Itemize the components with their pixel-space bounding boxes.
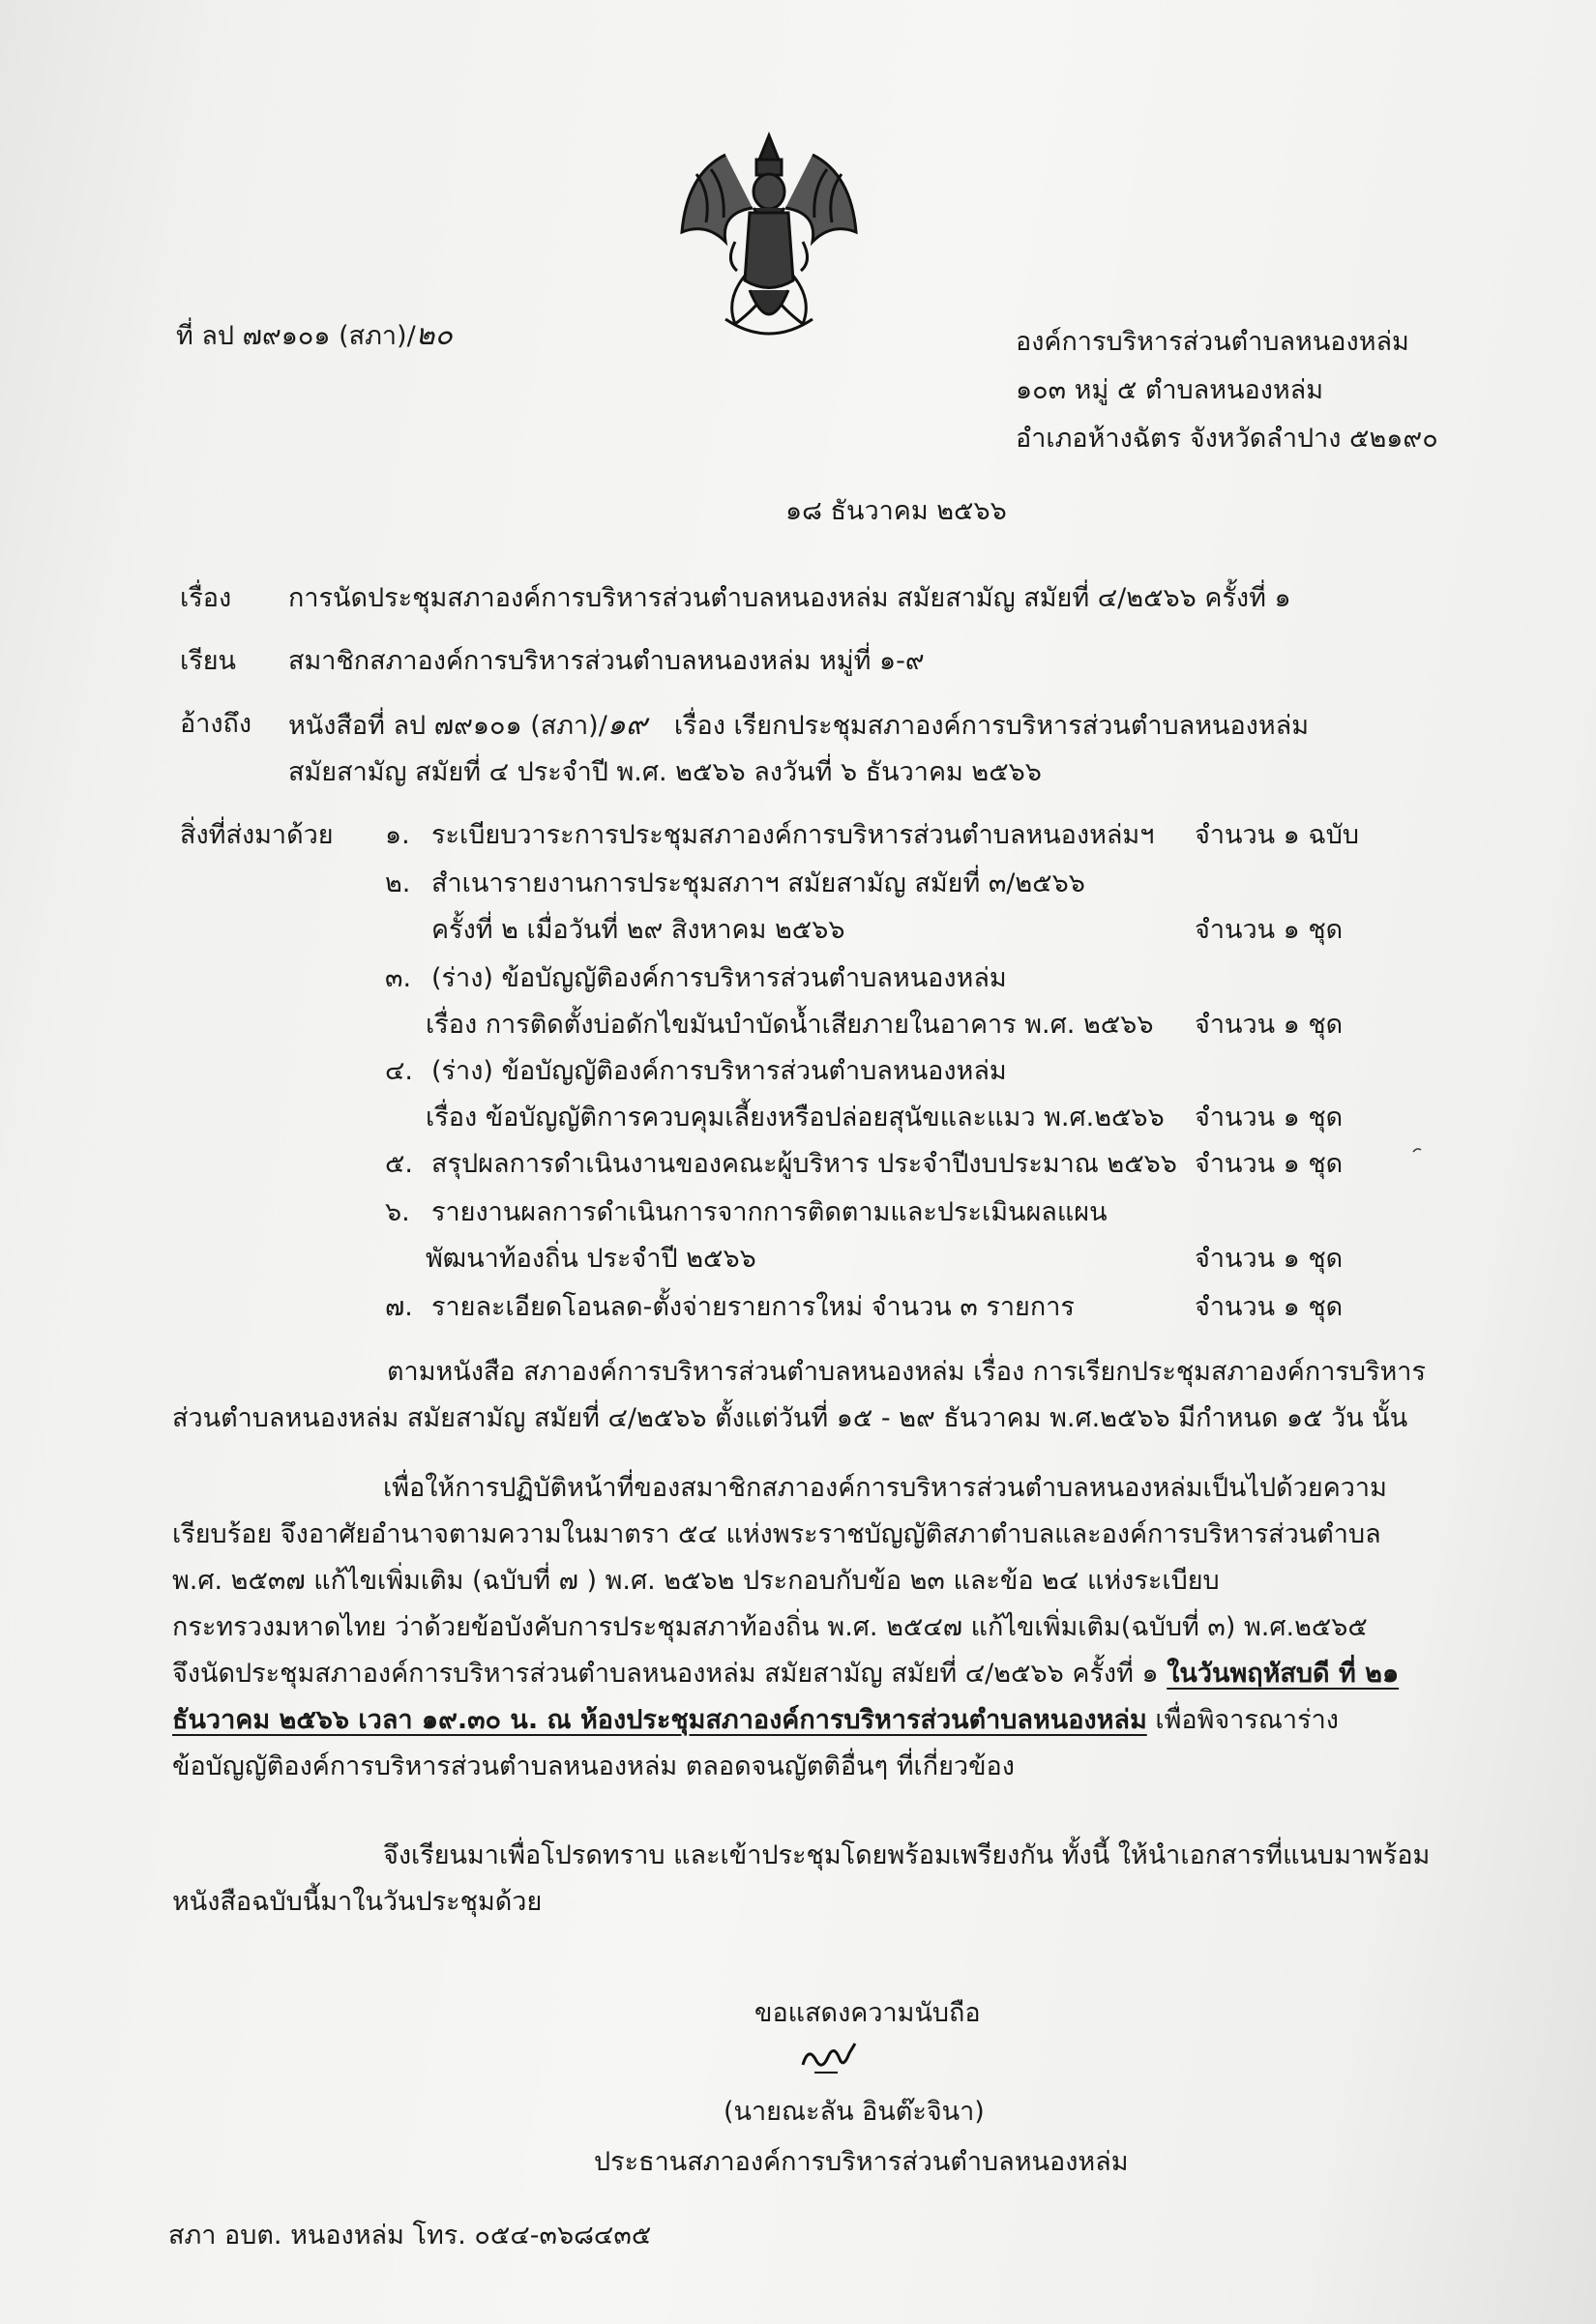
enclosure-quantity: จำนวน ๑ ชุด [1195,1103,1344,1133]
paragraph-line: จึงเรียนมาเพื่อโปรดทราบ และเข้าประชุมโดยพร้อมเพรียงกัน ทั้งนี้ ให้นำเอกสารที่แนบมาพร้อม [383,1840,1431,1870]
enclosure-quantity: จำนวน ๑ ฉบับ [1195,820,1360,850]
garuda-emblem-icon [667,116,871,348]
org-address-line: ๑๐๓ หมู่ ๕ ตำบลหนองหล่ม [1016,375,1324,405]
enclosure-quantity: จำนวน ๑ ชุด [1195,1244,1344,1274]
footer-contact: สภา อบต. หนองหล่ม โทร. ๐๕๔-๓๖๘๔๓๕ [168,2221,652,2250]
letter-date: ๑๘ ธันวาคม ๒๕๖๖ [785,496,1007,526]
enclosure-text: พัฒนาท้องถิ่น ประจำปี ๒๕๖๖ [426,1244,756,1274]
enclosure-text: ครั้งที่ ๒ เมื่อวันที่ ๒๙ สิงหาคม ๒๕๖๖ [431,915,845,945]
meeting-notice-text: จึงนัดประชุมสภาองค์การบริหารส่วนตำบลหนองหล่ม สมัยสามัญ สมัยที่ ๔/๒๕๖๖ ครั้งที่ ๑ [172,1659,1159,1689]
paragraph-line [172,1697,1468,1744]
paragraph-line: หนังสือฉบับนี้มาในวันประชุมด้วย [172,1887,543,1917]
stray-mark [1412,1147,1422,1153]
enclosure-text: เรื่อง ข้อบัญญัติการควบคุมเลี้ยงหรือปล่อยสุนัขและแมว พ.ศ.๒๕๖๖ [426,1103,1165,1133]
paragraph-3 [172,1833,1468,1926]
enclosure-text: รายงานผลการดำเนินการจากการติดตามและประเมินผลแผน [431,1197,1108,1227]
paragraph-line: ตามหนังสือ สภาองค์การบริหารส่วนตำบลหนองหล่ม เรื่อง การเรียกประชุมสภาองค์การบริหาร [387,1357,1426,1387]
meeting-date-emphasis: ในวันพฤหัสบดี ที่ ๒๑ [1167,1659,1400,1689]
enclosure-text: เรื่อง การติดตั้งบ่อดักไขมันบำบัดน้ำเสียภายในอาคาร พ.ศ. ๒๕๖๖ [426,1010,1154,1040]
enclosure-number: ๗. [385,1292,413,1322]
paragraph-line [172,1651,1468,1697]
enclosure-number: ๕. [385,1149,414,1179]
signer-name: (นายณะลัน อินต๊ะจินา) [724,2097,985,2127]
reference-line-2: สมัยสามัญ สมัยที่ ๔ ประจำปี พ.ศ. ๒๕๖๖ ลงวันที่ ๖ ธันวาคม ๒๕๖๖ [288,757,1042,787]
to-label: เรียน [180,646,237,676]
paragraph-line: กระทรวงมหาดไทย ว่าด้วยข้อบังคับการประชุมสภาท้องถิ่น พ.ศ. ๒๕๔๗ แก้ไขเพิ่มเติม(ฉบับที่ ๓) พ.ศ.๒๕๖๕ [172,1612,1368,1642]
reference-number-handwritten: ๒๐ [415,318,453,352]
paragraph-2 [172,1465,1468,1790]
reference-number-text: ที่ ลป ๗๙๑๐๑ (สภา)/ [176,321,416,351]
reference-line-1 [288,708,1309,742]
enclosure-quantity: จำนวน ๑ ชุด [1195,1010,1344,1040]
enclosure-quantity: จำนวน ๑ ชุด [1195,915,1344,945]
subject-text: การนัดประชุมสภาองค์การบริหารส่วนตำบลหนองหล่ม สมัยสามัญ สมัยที่ ๔/๒๕๖๖ ครั้งที่ ๑ [288,583,1291,613]
signature-mark [795,2036,865,2078]
enclosure-number: ๔. [385,1056,414,1086]
reference-label: อ้างถึง [180,709,252,739]
enclosure-quantity: จำนวน ๑ ชุด [1195,1292,1344,1322]
enclosure-number: ๖. [385,1197,410,1227]
reference-doc-number: หนังสือที่ ลป ๗๙๑๐๑ (สภา)/ [288,711,607,741]
paragraph-line: เรียบร้อย จึงอาศัยอำนาจตามความในมาตรา ๕๔ แห่งพระราชบัญญัติสภาตำบลและองค์การบริหารส่วนตำบล [172,1519,1381,1549]
enclosure-quantity: จำนวน ๑ ชุด [1195,1149,1344,1179]
signer-title: ประธานสภาองค์การบริหารส่วนตำบลหนองหล่ม [594,2147,1129,2177]
subject-label: เรื่อง [180,583,232,613]
enclosure-number: ๒. [385,868,411,898]
enclosure-text: (ร่าง) ข้อบัญญัติองค์การบริหารส่วนตำบลหนองหล่ม [431,1056,1007,1086]
enclosure-text: รายละเอียดโอนลด-ตั้งจ่ายรายการใหม่ จำนวน ๓ รายการ [431,1292,1075,1322]
paragraph-line: ข้อบัญญัติองค์การบริหารส่วนตำบลหนองหล่ม ตลอดจนญัตติอื่นๆ ที่เกี่ยวข้อง [172,1751,1015,1781]
enclosure-number: ๑. [385,820,410,850]
paragraph-line: ส่วนตำบลหนองหล่ม สมัยสามัญ สมัยที่ ๔/๒๕๖๖ ตั้งแต่วันที่ ๑๕ - ๒๙ ธันวาคม พ.ศ.๒๕๖๖ มีกำหนด ๑๕ วัน นั้น [172,1403,1408,1433]
to-text: สมาชิกสภาองค์การบริหารส่วนตำบลหนองหล่ม หมู่ที่ ๑-๙ [288,646,925,676]
enclosures-label: สิ่งที่ส่งมาด้วย [180,820,334,850]
meeting-purpose-text: เพื่อพิจารณาร่าง [1155,1705,1339,1735]
reference-subject: เรื่อง เรียกประชุมสภาองค์การบริหารส่วนตำบลหนองหล่ม [673,711,1309,741]
paragraph-line: พ.ศ. ๒๕๓๗ แก้ไขเพิ่มเติม (ฉบับที่ ๗ ) พ.ศ. ๒๕๖๒ ประกอบกับข้อ ๒๓ และข้อ ๒๔ แห่งระเบียบ [172,1566,1220,1596]
enclosure-text: สรุปผลการดำเนินงานของคณะผู้บริหาร ประจำปีงบประมาณ ๒๕๖๖ [431,1149,1177,1179]
org-district-line: อำเภอห้างฉัตร จังหวัดลำปาง ๕๒๑๙๐ [1016,424,1438,454]
closing-salutation: ขอแสดงความนับถือ [754,1998,981,2028]
reference-handwritten: ๑๙ [606,708,647,742]
paragraph-line: เพื่อให้การปฏิบัติหน้าที่ของสมาชิกสภาองค์การบริหารส่วนตำบลหนองหล่มเป็นไปด้วยความ [383,1473,1387,1503]
enclosure-number: ๓. [385,963,412,993]
enclosure-text: (ร่าง) ข้อบัญญัติองค์การบริหารส่วนตำบลหนองหล่ม [431,963,1007,993]
paragraph-1 [172,1349,1468,1442]
enclosure-text: สำเนารายงานการประชุมสภาฯ สมัยสามัญ สมัยที่ ๓/๒๕๖๖ [431,868,1085,898]
org-name: องค์การบริหารส่วนตำบลหนองหล่ม [1016,327,1409,357]
meeting-time-place-emphasis: ธันวาคม ๒๕๖๖ เวลา ๑๙.๓๐ น. ณ ห้องประชุมสภาองค์การบริหารส่วนตำบลหนองหล่ม [172,1705,1147,1735]
reference-number [176,318,453,352]
enclosure-text: ระเบียบวาระการประชุมสภาองค์การบริหารส่วนตำบลหนองหล่มฯ [431,820,1155,850]
